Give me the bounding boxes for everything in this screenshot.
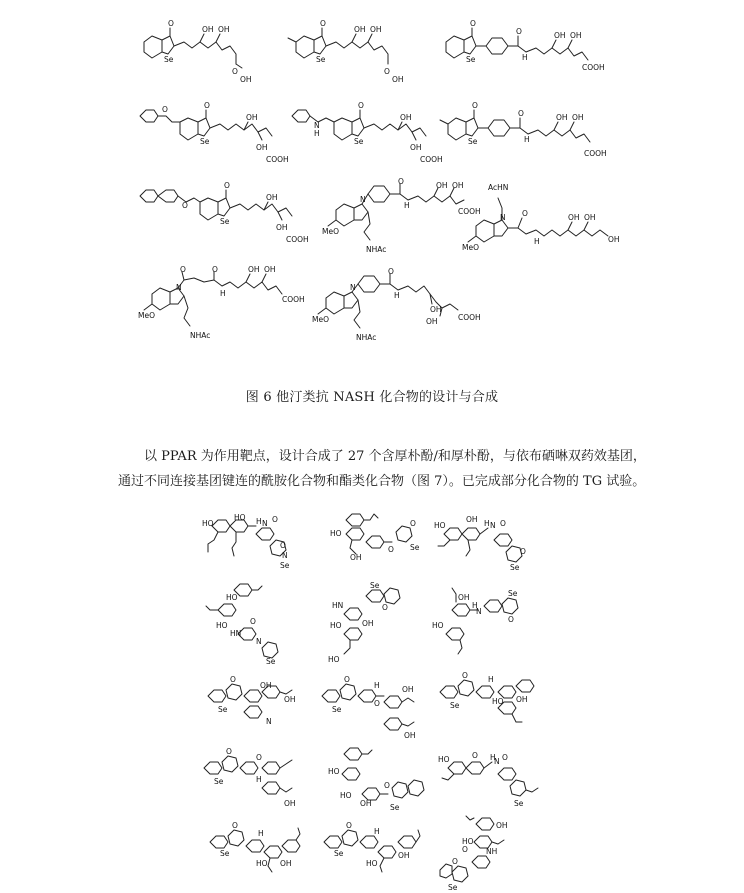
fig7-compound-13: [206, 822, 306, 888]
svg-text:OH: OH: [410, 143, 422, 152]
svg-text:H: H: [484, 519, 490, 528]
fig6-compound-6: [440, 100, 610, 170]
svg-text:Se: Se: [450, 701, 460, 710]
svg-text:N: N: [314, 121, 320, 130]
svg-text:O: O: [168, 19, 174, 28]
svg-text:OH: OH: [496, 821, 508, 830]
svg-text:OH: OH: [568, 213, 580, 222]
svg-text:O: O: [522, 209, 528, 218]
fig6-compound-4: [138, 100, 298, 170]
svg-text:COOH: COOH: [458, 313, 481, 322]
svg-text:OH: OH: [240, 75, 252, 84]
svg-text:OH: OH: [260, 681, 272, 690]
svg-text:H: H: [524, 135, 530, 144]
svg-text:Se: Se: [354, 137, 364, 146]
fig7-compound-1: [200, 512, 300, 574]
svg-text:O: O: [462, 845, 468, 854]
svg-text:OH: OH: [404, 731, 416, 740]
svg-text:OH: OH: [554, 31, 566, 40]
svg-text:OH: OH: [354, 25, 366, 34]
fig7-compound-9: [436, 672, 546, 738]
fig6-compound-2: [288, 18, 408, 88]
svg-text:O: O: [204, 101, 210, 110]
figure-6-caption: 图 6 他汀类抗 NASH 化合物的设计与合成: [245, 390, 499, 405]
svg-text:O: O: [162, 105, 168, 114]
svg-text:O: O: [452, 857, 458, 866]
svg-text:O: O: [384, 67, 390, 76]
svg-text:OH: OH: [202, 25, 214, 34]
svg-text:Se: Se: [334, 849, 344, 858]
svg-text:OH: OH: [430, 305, 442, 314]
svg-text:Se: Se: [466, 55, 476, 64]
svg-text:N: N: [256, 637, 262, 646]
svg-text:HO: HO: [438, 755, 450, 764]
svg-text:O: O: [212, 265, 218, 274]
svg-text:H: H: [314, 129, 320, 138]
svg-text:Se: Se: [410, 543, 420, 552]
svg-text:OH: OH: [572, 113, 584, 122]
svg-text:O: O: [382, 603, 388, 612]
svg-text:H: H: [374, 681, 380, 690]
svg-text:OH: OH: [426, 317, 438, 326]
svg-text:HN: HN: [332, 601, 344, 610]
svg-text:OH: OH: [218, 25, 230, 34]
svg-text:COOH: COOH: [584, 149, 607, 158]
svg-text:N: N: [360, 195, 366, 204]
svg-text:OH: OH: [362, 619, 374, 628]
svg-text:Se: Se: [448, 883, 458, 892]
svg-text:H: H: [404, 201, 410, 210]
svg-text:N: N: [500, 213, 506, 222]
svg-text:OH: OH: [452, 181, 464, 190]
svg-text:NH: NH: [486, 847, 498, 856]
svg-text:O: O: [518, 109, 524, 118]
svg-text:O: O: [320, 19, 326, 28]
svg-text:OH: OH: [466, 515, 478, 524]
fig6-compound-10: [138, 265, 318, 348]
fig7-compound-4: [200, 584, 300, 664]
svg-text:Se: Se: [164, 55, 174, 64]
svg-text:N: N: [350, 283, 356, 292]
svg-text:Se: Se: [468, 137, 478, 146]
svg-text:COOH: COOH: [286, 235, 309, 244]
fig7-compound-15: [440, 812, 550, 892]
svg-text:MeO: MeO: [322, 227, 339, 236]
svg-text:OH: OH: [402, 685, 414, 694]
svg-text:HO: HO: [330, 529, 342, 538]
svg-text:O: O: [346, 821, 352, 830]
svg-text:N: N: [176, 283, 182, 292]
svg-text:O: O: [256, 753, 262, 762]
svg-text:OH: OH: [284, 799, 296, 808]
svg-text:Se: Se: [220, 217, 230, 226]
svg-text:OH: OH: [266, 193, 278, 202]
svg-text:O: O: [472, 101, 478, 110]
svg-text:MeO: MeO: [138, 311, 155, 320]
fig7-compound-7: [200, 672, 300, 738]
svg-text:Se: Se: [218, 705, 228, 714]
svg-text:O: O: [502, 753, 508, 762]
svg-text:COOH: COOH: [458, 207, 481, 216]
svg-text:H: H: [490, 753, 496, 762]
svg-text:N: N: [262, 519, 268, 528]
svg-text:HO: HO: [340, 791, 352, 800]
fig7-compound-14: [320, 822, 430, 888]
svg-text:N: N: [476, 607, 482, 616]
svg-text:H: H: [374, 827, 380, 836]
svg-text:NHAc: NHAc: [366, 245, 387, 254]
svg-text:OH: OH: [276, 223, 288, 232]
svg-text:MeO: MeO: [462, 243, 479, 252]
svg-text:Se: Se: [370, 581, 380, 590]
fig6-compound-3: [442, 18, 612, 88]
svg-text:OH: OH: [246, 113, 258, 122]
svg-text:Se: Se: [280, 561, 290, 570]
svg-text:O: O: [250, 617, 256, 626]
svg-text:O: O: [508, 615, 514, 624]
svg-text:H: H: [256, 517, 262, 526]
svg-text:Se: Se: [316, 55, 326, 64]
svg-text:Se: Se: [200, 137, 210, 146]
fig6-compound-5: [290, 100, 450, 170]
svg-text:OH: OH: [398, 851, 410, 860]
svg-text:AcHN: AcHN: [488, 183, 509, 192]
svg-text:O: O: [516, 27, 522, 36]
svg-text:Se: Se: [266, 657, 276, 666]
svg-text:O: O: [358, 101, 364, 110]
fig6-compound-8: [322, 177, 482, 260]
svg-text:O: O: [472, 751, 478, 760]
svg-text:O: O: [182, 201, 188, 210]
fig7-compound-11: [324, 748, 434, 828]
fig6-compound-9: [462, 180, 642, 260]
svg-text:O: O: [224, 181, 230, 190]
figure-6-structures: [0, 0, 744, 370]
svg-text:N: N: [266, 717, 272, 726]
svg-text:N: N: [494, 757, 500, 766]
svg-text:HO: HO: [434, 521, 446, 530]
svg-text:O: O: [462, 671, 468, 680]
svg-text:HO: HO: [216, 621, 228, 630]
svg-text:H: H: [258, 829, 264, 838]
fig7-compound-5: [326, 581, 426, 666]
svg-text:Se: Se: [214, 777, 224, 786]
svg-text:O: O: [280, 541, 286, 550]
svg-text:OH: OH: [280, 859, 292, 868]
fig7-compound-3: [432, 512, 542, 574]
svg-text:N: N: [282, 551, 288, 560]
fig6-compound-11: [312, 268, 492, 348]
svg-text:H: H: [488, 675, 494, 684]
fig7-compound-2: [326, 512, 426, 574]
svg-text:HN: HN: [230, 629, 242, 638]
svg-text:O: O: [388, 267, 394, 276]
svg-text:HO: HO: [366, 859, 378, 868]
svg-text:H: H: [472, 601, 478, 610]
svg-text:COOH: COOH: [266, 155, 289, 164]
fig7-compound-6: [432, 584, 532, 666]
svg-text:O: O: [470, 19, 476, 28]
svg-text:O: O: [180, 265, 186, 274]
figure-7-structures: [0, 512, 744, 893]
svg-text:OH: OH: [400, 113, 412, 122]
svg-text:Se: Se: [514, 799, 524, 808]
svg-text:OH: OH: [360, 799, 372, 808]
svg-text:COOH: COOH: [582, 63, 605, 72]
svg-text:O: O: [384, 781, 390, 790]
svg-text:O: O: [388, 545, 394, 554]
svg-text:O: O: [374, 699, 380, 708]
svg-text:OH: OH: [284, 695, 296, 704]
svg-text:N: N: [490, 521, 496, 530]
svg-text:OH: OH: [350, 553, 362, 562]
svg-text:OH: OH: [248, 265, 260, 274]
svg-text:O: O: [520, 547, 526, 556]
svg-text:OH: OH: [458, 593, 470, 602]
svg-text:COOH: COOH: [420, 155, 443, 164]
svg-text:OH: OH: [436, 181, 448, 190]
fig6-compound-1: [138, 18, 258, 88]
svg-text:OH: OH: [556, 113, 568, 122]
svg-text:Se: Se: [508, 589, 518, 598]
svg-text:MeO: MeO: [312, 315, 329, 324]
svg-text:O: O: [272, 515, 278, 524]
svg-text:HO: HO: [462, 837, 474, 846]
body-paragraph-line-2: 通过不同连接基团键连的酰胺化合物和酯类化合物（图 7）。已完成部分化合物的 TG 试验。: [118, 474, 646, 489]
svg-text:O: O: [410, 519, 416, 528]
svg-text:NHAc: NHAc: [190, 331, 211, 340]
fig7-compound-12: [436, 748, 546, 814]
svg-text:O: O: [398, 177, 404, 186]
svg-text:H: H: [522, 53, 528, 62]
svg-text:O: O: [230, 675, 236, 684]
svg-text:O: O: [232, 67, 238, 76]
svg-text:O: O: [226, 747, 232, 756]
svg-text:HO: HO: [492, 697, 504, 706]
fig7-compound-10: [200, 748, 310, 818]
svg-text:HO: HO: [202, 519, 214, 528]
fig6-compound-7: [138, 180, 318, 250]
svg-text:COOH: COOH: [282, 295, 305, 304]
svg-text:NHAc: NHAc: [356, 333, 377, 342]
svg-text:H: H: [220, 289, 226, 298]
svg-text:OH: OH: [370, 25, 382, 34]
svg-text:Se: Se: [332, 705, 342, 714]
svg-text:H: H: [394, 291, 400, 300]
fig7-compound-8: [318, 672, 428, 752]
svg-text:HO: HO: [432, 621, 444, 630]
svg-text:O: O: [344, 675, 350, 684]
svg-text:HO: HO: [234, 513, 246, 522]
svg-text:Se: Se: [510, 563, 520, 572]
svg-text:O: O: [500, 519, 506, 528]
svg-text:OH: OH: [516, 695, 528, 704]
svg-text:OH: OH: [392, 75, 404, 84]
svg-text:HO: HO: [328, 767, 340, 776]
svg-text:OH: OH: [608, 235, 620, 244]
svg-text:HO: HO: [328, 655, 340, 664]
svg-text:Se: Se: [220, 849, 230, 858]
svg-text:OH: OH: [264, 265, 276, 274]
svg-text:HO: HO: [226, 593, 238, 602]
svg-text:O: O: [232, 821, 238, 830]
svg-text:Se: Se: [390, 803, 400, 812]
svg-text:OH: OH: [256, 143, 268, 152]
svg-text:HO: HO: [330, 621, 342, 630]
svg-text:OH: OH: [584, 213, 596, 222]
body-paragraph-line-1: 以 PPAR 为作用靶点，设计合成了 27 个含厚朴酚/和厚朴酚，与依布硒啉双药效基团，: [144, 449, 646, 464]
svg-text:OH: OH: [570, 31, 582, 40]
svg-text:H: H: [534, 237, 540, 246]
svg-text:H: H: [256, 775, 262, 784]
svg-text:HO: HO: [256, 859, 268, 868]
